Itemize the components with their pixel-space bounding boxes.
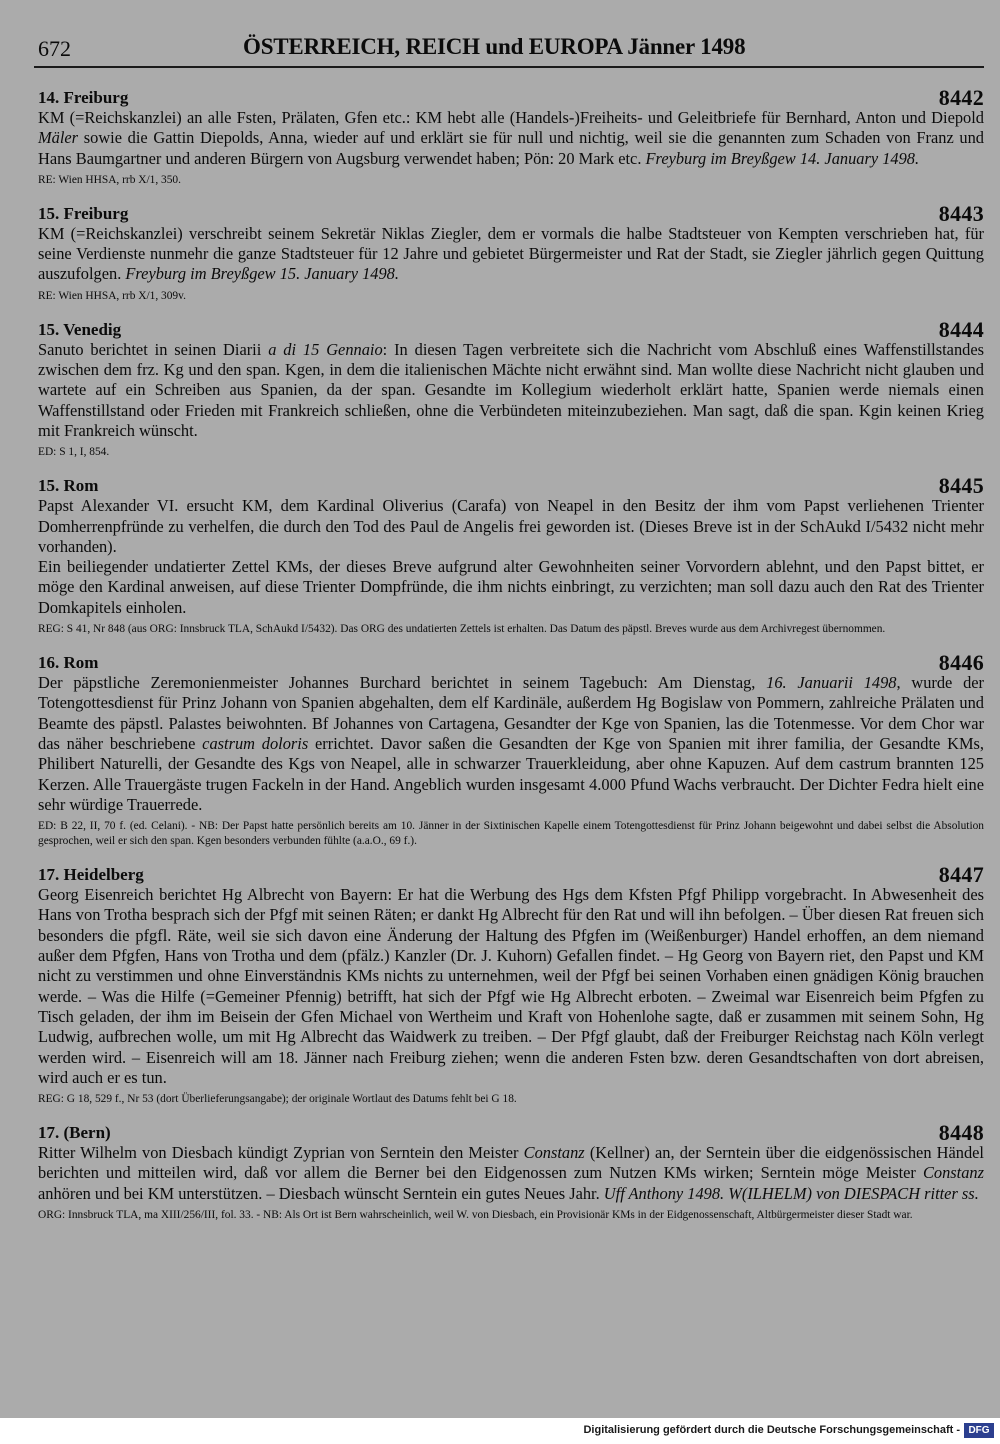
entry-8448 (38, 1120, 984, 1223)
text-run: Der päpstliche Zeremonienmeister Johannes Burchard berichtet in seinem Tagebuch: Am Dienstag, (38, 673, 767, 693)
entry-number: 8447 (938, 862, 984, 888)
entry-date: 15. Rom (38, 476, 99, 496)
entry-number: 8443 (938, 200, 984, 226)
text-run: anhören und bei KM unterstützen. – Diesbach wünscht Serntein ein gutes Neues Jahr. (38, 1183, 604, 1203)
text-run: errichtet. Davor saßen die Gesandten der Kge von Spanien mit ihrer familia, der Gesandte KMs, Philibert Naturelli, der Gesandte des Kgs von Neapel, alle in schwarzer Trauerkleidung, aber ohne Kapuzen. Auf dem castrum brannten 125 Kerzen. Alle Trauergäste trugen Fackeln in der Hand. Angeblich wurden insgesamt 4.000 Pfund Wachs verbraucht. Der Dichter Fedra hielt eine sehr würdige Trauerrede. (38, 733, 984, 814)
entry-date: 14. Freiburg (38, 88, 129, 107)
text-run: , wurde der Totengottesdienst für Prinz Johann von Spanien abgehalten, dem elf Kardinäle, außerdem Hg Bogislaw von Pommern, zahlreiche Prälaten und Beamte des päpstl. Palastes beiwohnten. Bf Johannes von Cartagena, Gesandter der Kge von Spanien, las die Totenmesse. Vor dem Chor war das näher beschriebene (38, 673, 985, 753)
entry-text (38, 340, 984, 441)
entry-heading (38, 650, 984, 676)
entry-text: Papst Alexander VI. ersucht KM, dem Kardinal Oliverius (Carafa) von Neapel in den Besitz der ihm vom Papst verliehenen Trienter Domherrenpfründe zu verhelfen, die durch den Tod des Paul de Angelis frei geworden ist. (Dieses Breve ist in der SchAukd I/5432 nicht mehr vorhanden). (38, 496, 984, 556)
entry-8445 (38, 473, 984, 637)
entry-date: 16. Rom (38, 653, 99, 673)
italic-text: Constanz (523, 1143, 585, 1163)
entry-number: 8444 (938, 316, 984, 342)
italic-text: 16. Januarii 1498 (766, 673, 897, 693)
entry-date: 15. Freiburg (38, 203, 129, 223)
entry-number: 8442 (938, 85, 984, 110)
entry-text (38, 108, 984, 169)
text-run: Sanuto berichtet in seinen Diarii (38, 339, 269, 359)
page-header (38, 36, 982, 66)
entry-number: 8445 (938, 473, 984, 499)
entry-heading (38, 862, 984, 888)
text-run: sowie die Gattin Diepolds, Anna, wieder auf und erklärt sie für null und nichtig, weil sie die genannten zum Schaden von Franz und Hans Baumgartner und anderen Bürgern von Augsburg verwendet haben; Pön: 20 Mark etc. (38, 128, 984, 168)
text-run: KM (=Reichskanzlei) an alle Fsten, Prälaten, Gfen etc.: KM hebt alle (Handels-)Freiheits- und Geleitbriefe für Bernhard, Anton und Diepold (38, 108, 984, 127)
entry-text (38, 1143, 984, 1204)
source-note: REG: G 18, 529 f., Nr 53 (dort Überlieferungsangabe); der originale Wortlaut des Datums fehlt bei G 18. (38, 1093, 517, 1106)
entry-8447 (38, 862, 984, 1107)
entry-number: 8446 (938, 650, 984, 676)
text-run: Ritter Wilhelm von Diesbach kündigt Zyprian von Serntein den Meister (38, 1143, 524, 1163)
source-note: REG: S 41, Nr 848 (aus ORG: Innsbruck TLA, SchAukd I/5432). Das ORG des undatierten Zettels ist erhalten. Das Datum des päpstl. Breves wurde aus dem Archivregest übernommen. (38, 623, 886, 636)
entry-number: 8448 (938, 1120, 984, 1146)
italic-text: Freyburg im Breyßgew 14. January 1498. (645, 148, 920, 168)
entry-date: 15. Venedig (38, 319, 122, 339)
source-note: RE: Wien HHSA, rrb X/1, 309v. (38, 289, 186, 302)
italic-text: Uff Anthony 1498. W(ILHELM) von DIESPACH ritter ss. (603, 1183, 979, 1203)
entry-8443 (38, 200, 984, 304)
italic-text: Mäler (38, 128, 79, 148)
entry-date: 17. Heidelberg (38, 865, 144, 885)
footer-bar (0, 1418, 1000, 1444)
entry-heading (38, 473, 984, 499)
page-number: 672 (38, 36, 71, 61)
footer-credit: Digitalisierung gefördert durch die Deutsche Forschungsgemeinschaft - (583, 1424, 960, 1436)
dfg-logo: DFG (964, 1423, 994, 1438)
entry-heading (38, 1120, 984, 1146)
entry-text-paragraph-2: Ein beiliegender undatierter Zettel KMs, der dieses Breve aufgrund alter Gewohnheiten seiner Vorvordern ablehnt, und den Papst bittet, er möge den Kardinal anweisen, auf diese Trienter Dompfründe, die ihm nichts einbringt, zu verzichten; man soll dazu auch den Rat des Trienter Domkapitels einholen. (38, 557, 984, 617)
source-note: RE: Wien HHSA, rrb X/1, 350. (38, 173, 181, 186)
entry-8442 (38, 85, 984, 188)
italic-text: castrum doloris (202, 733, 309, 753)
italic-text: Constanz (922, 1163, 984, 1183)
text-run: (Kellner) an, der Serntein über die eidgenössischen Händel berichten und mitteilen wird, daß vor allem die Berner bei den Eidgenossen zum Nutzen KMs wirken; Serntein möge Meister (38, 1143, 984, 1183)
source-note: ED: B 22, II, 70 f. (ed. Celani). - NB: Der Papst hatte persönlich bereits am 10. Jänner in der Sixtinischen Kapelle einem Totengottesdienst für Prinz Johann beigewohnt und dabei selbst die Absolution gesprochen, weil er sich den span. Kgen besonders verbunden fühlte (a.a.O., 69 f.). (38, 820, 984, 848)
entry-text (38, 224, 984, 285)
entry-8446 (38, 650, 985, 849)
running-title: ÖSTERREICH, REICH und EUROPA Jänner 1498 (243, 34, 746, 59)
header-rule (34, 66, 984, 68)
source-note: ED: S 1, I, 854. (38, 446, 110, 459)
text-run: : In diesen Tagen verbreitete sich die Nachricht vom Abschluß eines Waffenstillstandes zwischen dem frz. Kg und den span. Kgen, in dem die italienischen Mächte nicht erwähnt sind. Man wollte diese Nachricht nicht glauben und wartete auf ein Schreiben aus Spanien, da der span. Gesandte im Kollegium wiederholt erklärt hatte, Spanien werde niemals einen Waffenstillstand oder Frieden mit Frankreich schließen, ohne die Verbündeten miteinzubeziehen. Man sagt, daß die span. Kgin keinen Krieg mit Frankreich wünscht. (38, 339, 984, 440)
entry-heading (38, 200, 984, 226)
source-note: ORG: Innsbruck TLA, ma XIII/256/III, fol. 33. - NB: Als Ort ist Bern wahrscheinlich, weil W. von Diesbach, ein Provisionär KMs in der Eidgenossenschaft, Altbürgermeister dieser Stadt war. (38, 1208, 913, 1221)
entry-text: Georg Eisenreich berichtet Hg Albrecht von Bayern: Er hat die Werbung des Hgs dem Kfsten Pfgf Philipp vorgebracht. In Abwesenheit des Hans von Trotha besprach sich der Pfgf mit seinen Räten; er dankt Hg Albrecht für den Rat und will ihn befolgen. – Über diesen Rat freuen sich besonders die pfgfl. Räte, weil sie sich davon eine Änderung der Haltung des Pfgfen im (Weißenburger) Handel erhoffen, an dem niemand außer dem Pfgfen, Hans von Trotha und dem (pfälz.) Kanzler (Dr. J. Kuhorn) Gefallen findet. – Hg Georg von Bayern riet, den Papst und KM nicht zu verstimmen und ohne Einverständnis KMs nichts zu unternehmen, weil der Pfgf bei seinen Vorhaben einen gnädigen König brauchen werde. – Was die Hilfe (=Gemeiner Pfennig) betrifft, hat sich der Pfgf wie Hg Albrecht erboten. – Zweimal war Eisenreich beim Pfgfen zu Tisch geladen, der ihm im Beisein der Gfen Michael von Wertheim und Kraft von Hohenlohe sagte, daß er zusammen mit seinem Sohn, Hg Ludwig, aufbrechen wolle, um mit Hg Albrecht das Waidwerk zu treiben. – Der Pfgf glaubt, daß der Freiburger Reichstag nach Köln verlegt werden wird. – Eisenreich will am 18. Jänner nach Freiburg ziehen; wenn die anderen Fsten bzw. deren Gesandtschaften von dort abreisen, wird auch er es tun. (38, 885, 984, 1087)
italic-text: a di 15 Gennaio (268, 339, 383, 359)
entry-heading (38, 85, 984, 110)
entry-8444 (38, 316, 984, 460)
document-body (38, 85, 985, 1239)
entry-heading (38, 316, 984, 342)
text-run: KM (=Reichskanzlei) verschreibt seinem Sekretär Niklas Ziegler, dem er vormals die halbe Stadtsteuer von Kempten verschrieben hat, für seine Verdienste nunmehr die ganze Stadtsteuer für 12 Jahre und gebietet Bürgermeister und Rat der Stadt, sie Ziegler jährlich gegen Quittung auszufolgen. (38, 223, 984, 284)
entry-date: 17. (Bern) (38, 1123, 111, 1143)
entry-text (38, 673, 984, 815)
italic-text: Freyburg im Breyßgew 15. January 1498. (125, 264, 399, 284)
